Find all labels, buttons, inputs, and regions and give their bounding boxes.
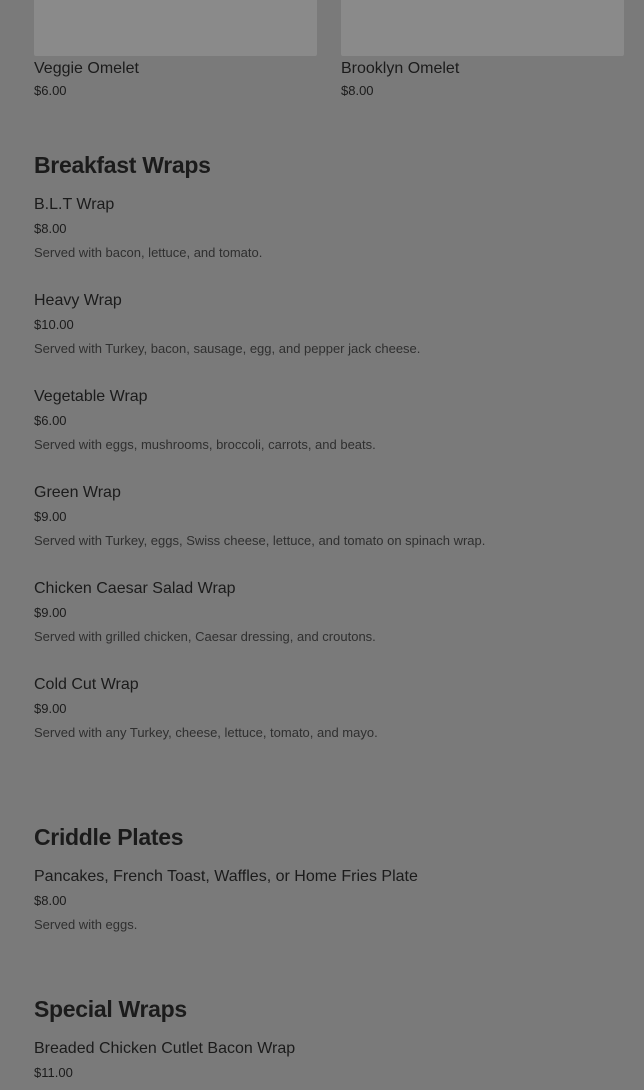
item-description: Served with grilled chicken, Caesar dressing, and croutons. — [34, 629, 376, 644]
section-title: Special Wraps — [34, 996, 187, 1022]
item-description: Served with eggs, mushrooms, broccoli, carrots, and beats. — [34, 437, 376, 452]
menu-list — [34, 1039, 624, 1082]
item-name: Green Wrap — [34, 484, 121, 501]
item-description: Served with eggs. — [34, 917, 138, 932]
menu-item[interactable] — [34, 579, 624, 646]
menu-card-veggie-omelet[interactable] — [34, 0, 317, 100]
item-description: Served with bacon, lettuce, and tomato. — [34, 245, 263, 260]
item-name: B.L.T Wrap — [34, 196, 115, 213]
item-price: $10.00 — [34, 317, 74, 332]
item-name: Chicken Caesar Salad Wrap — [34, 580, 236, 597]
menu-item[interactable] — [34, 867, 624, 934]
item-description: Served with Turkey, bacon, sausage, egg, and pepper jack cheese. — [34, 341, 421, 356]
item-price: $11.00 — [34, 1065, 73, 1080]
item-price: $8.00 — [341, 83, 374, 98]
menu-card-brooklyn-omelet[interactable] — [341, 0, 624, 100]
menu-list — [34, 195, 624, 742]
item-description: Served with any Turkey, cheese, lettuce, tomato, and mayo. — [34, 725, 378, 740]
section-special-wraps — [34, 995, 624, 1082]
menu-item[interactable] — [34, 195, 624, 262]
item-price: $6.00 — [34, 83, 67, 98]
item-name: Brooklyn Omelet — [341, 60, 460, 77]
item-name: Vegetable Wrap — [34, 388, 148, 405]
item-name: Breaded Chicken Cutlet Bacon Wrap — [34, 1040, 296, 1057]
item-price: $6.00 — [34, 413, 67, 428]
item-price: $9.00 — [34, 701, 67, 716]
item-price: $8.00 — [34, 221, 67, 236]
menu-list — [34, 867, 624, 934]
section-breakfast-wraps — [34, 151, 624, 742]
item-image — [341, 0, 624, 56]
item-name: Heavy Wrap — [34, 292, 122, 309]
item-image — [34, 0, 317, 56]
item-price: $9.00 — [34, 509, 67, 524]
menu-item[interactable] — [34, 291, 624, 358]
section-title: Breakfast Wraps — [34, 152, 211, 178]
section-criddle-plates — [34, 823, 624, 934]
item-name: Veggie Omelet — [34, 60, 139, 77]
item-description: Served with Turkey, eggs, Swiss cheese, lettuce, and tomato on spinach wrap. — [34, 533, 486, 548]
item-price: $8.00 — [34, 893, 67, 908]
menu-item[interactable] — [34, 387, 624, 454]
menu-item[interactable] — [34, 675, 624, 742]
top-item-grid — [34, 0, 624, 110]
section-title: Criddle Plates — [34, 824, 184, 850]
menu-item[interactable] — [34, 1039, 624, 1082]
item-name: Cold Cut Wrap — [34, 676, 139, 693]
item-price: $9.00 — [34, 605, 67, 620]
menu-item[interactable] — [34, 483, 624, 550]
item-name: Pancakes, French Toast, Waffles, or Home Fries Plate — [34, 868, 418, 885]
